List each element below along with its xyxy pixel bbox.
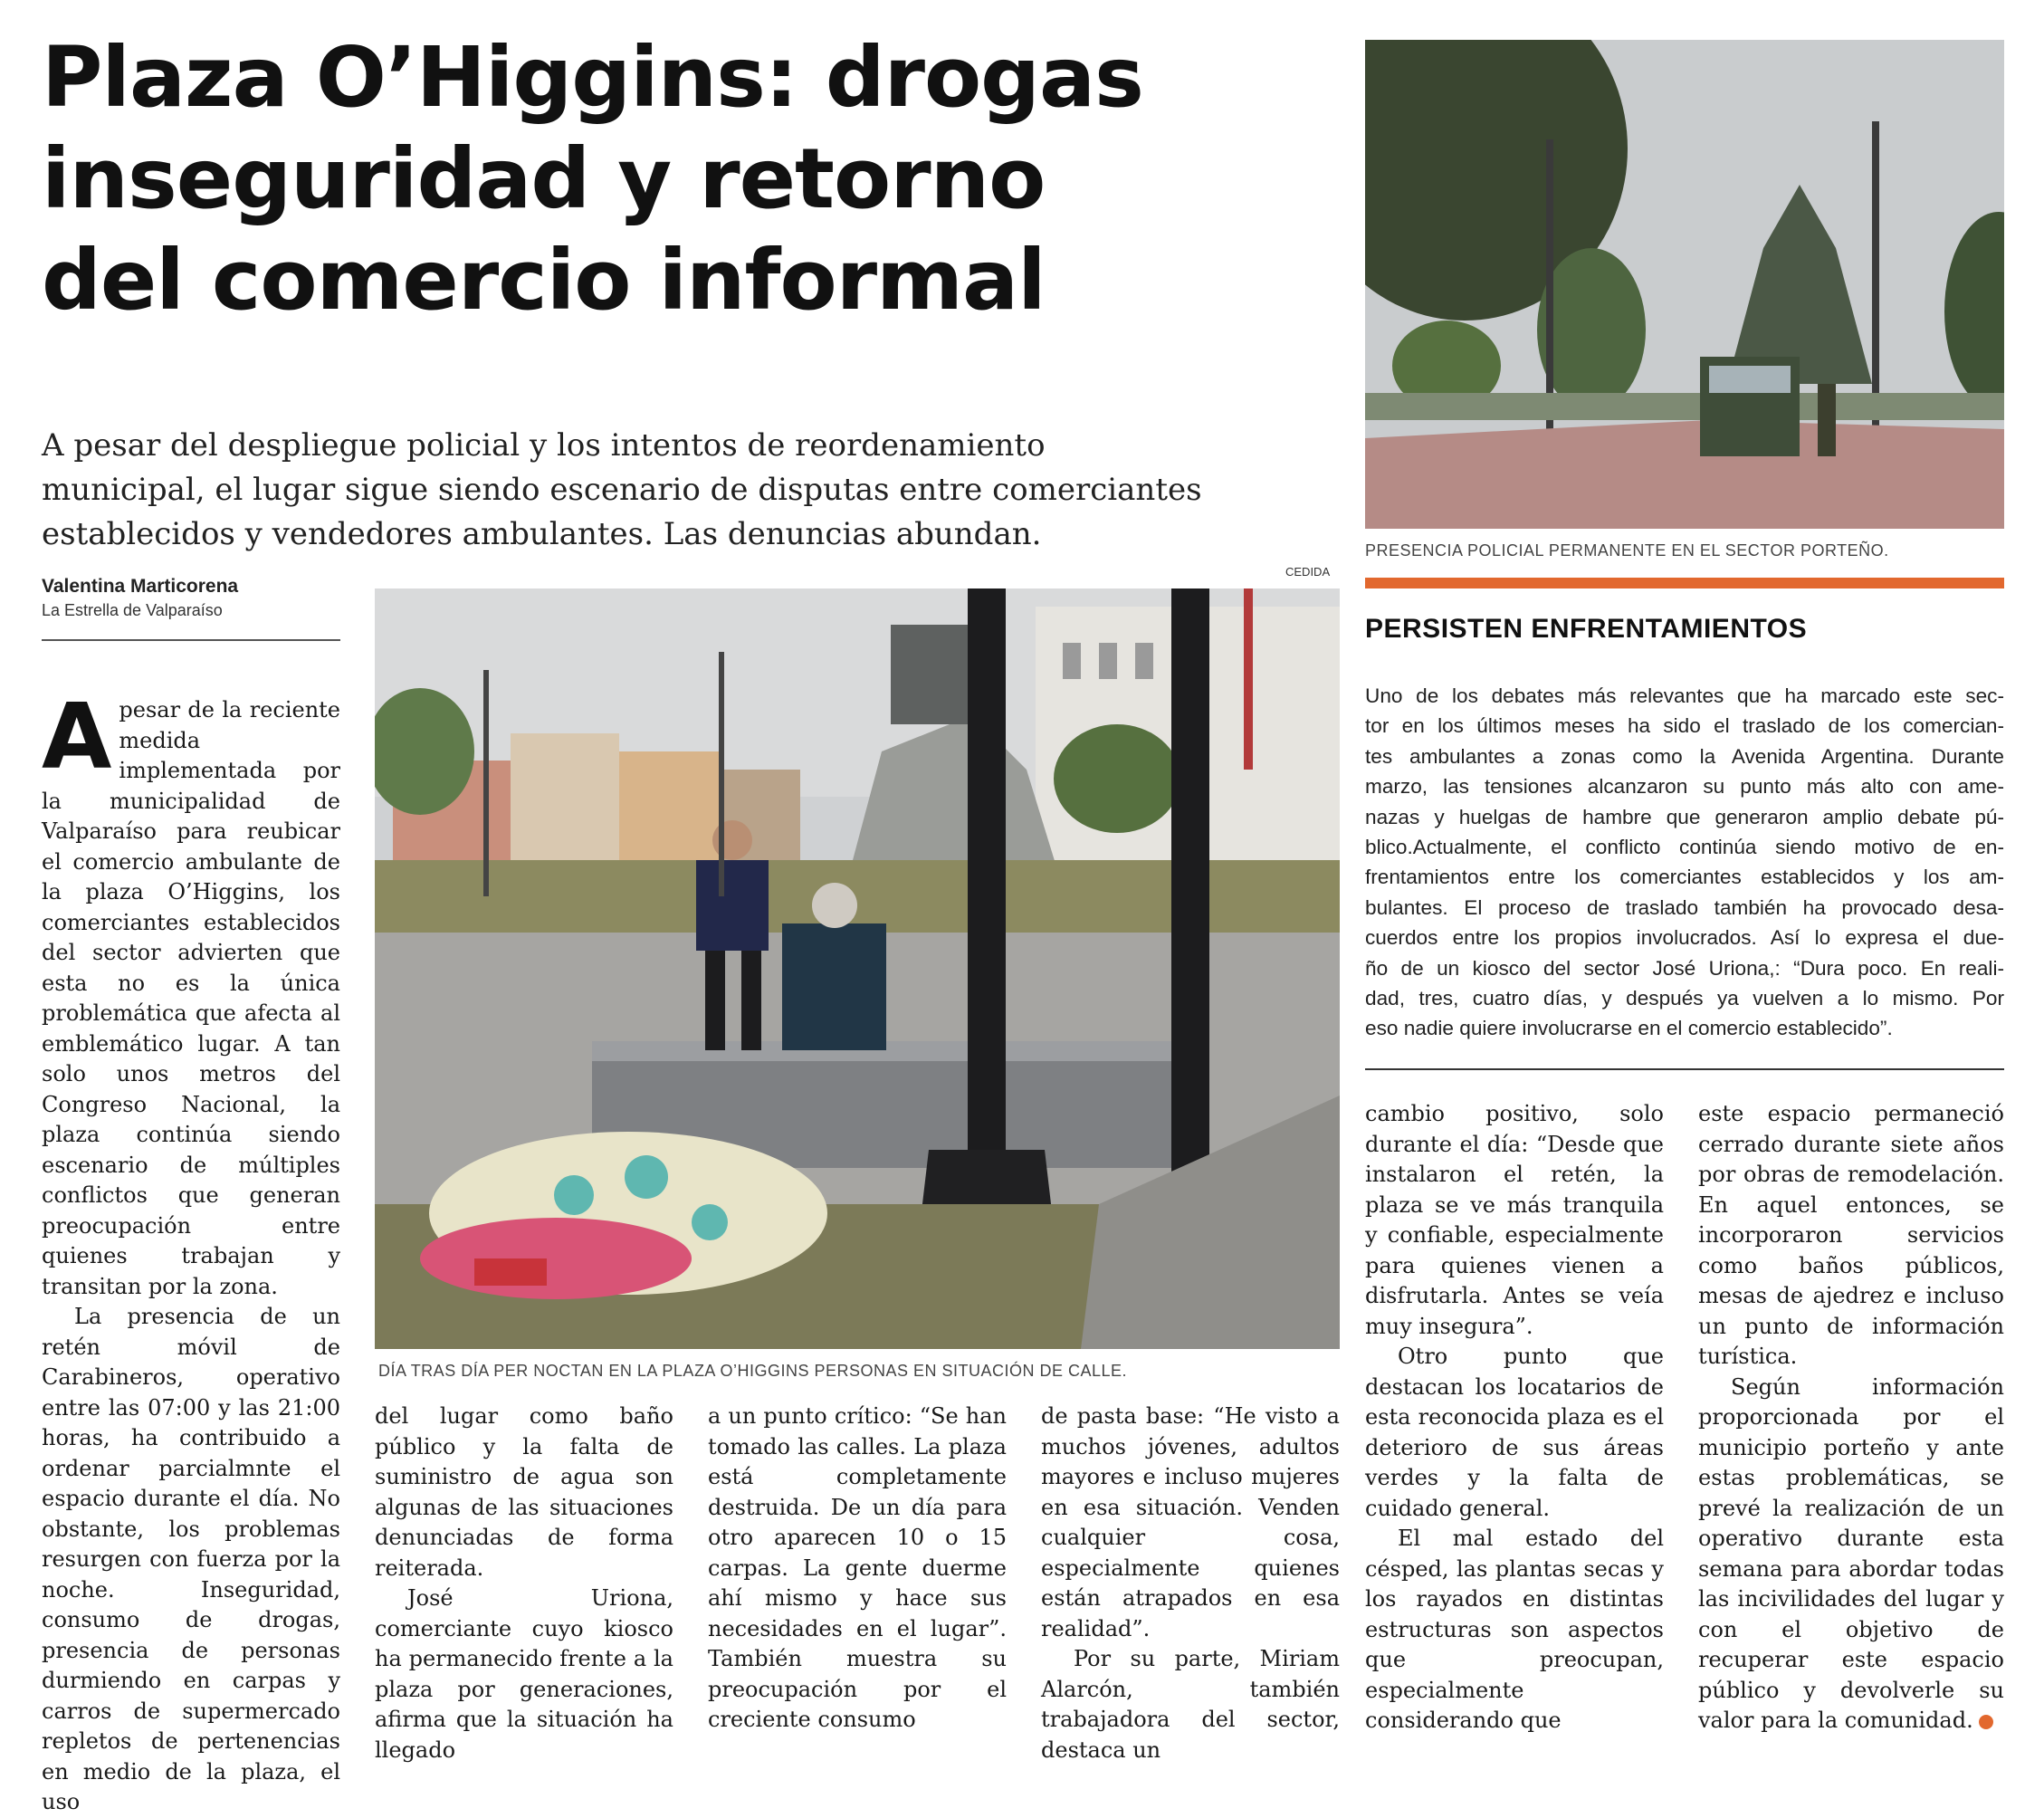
article-column-4 <box>1041 1402 1340 1765</box>
sidebar-line: ño de un kiosco del sector José Uriona,: “Dura poco. En reali- <box>1365 956 2004 980</box>
article-column-5 <box>1365 1099 1664 1737</box>
article-paragraph: cambio positivo, solo durante el día: “Desde que instalaron el retén, la plaza se ve más tranquila y confiable, especialmente para quienes vienen a disfrutarla. Antes se veía muy insegura”. <box>1365 1101 1664 1339</box>
author-name: Valentina Marticorena <box>42 576 239 597</box>
sidebar-line: Uno de los debates más relevantes que ha marcado este sec- <box>1365 684 2004 707</box>
article-paragraph <box>1698 1373 2004 1737</box>
top-photo <box>1365 40 2004 529</box>
article-text: pesar de la reciente medida implementada por la municipalidad de Valparaíso para reubicar el comercio ambulante de la plaza O’Higgins, los comerciantes establecidos del sector advierten que esta no es la única problemática que afecta al emblemático lugar. A tan solo unos metros del Congreso Nacional, la plaza continúa siendo escenario de múltiples conflictos que generan preocupación entre quienes trabajan y transitan por la zona. <box>42 697 340 1299</box>
plaza-scene-image <box>375 588 1340 1349</box>
deck-line: A pesar del despliegue policial y los intentos de reordenamiento <box>42 427 1046 464</box>
headline <box>42 27 1309 331</box>
sidebar-line: tes ambulantes a zonas como la Avenida Argentina. Durante <box>1365 744 2004 768</box>
deck-line: municipal, el lugar sigue siendo escenario de disputas entre comerciantes <box>42 472 1202 508</box>
sidebar-line: nazas y huelgas de hambre que generaron amplio debate pú- <box>1365 805 2004 828</box>
sidebar-line: tor en los últimos meses ha sido el traslado de los comercian- <box>1365 714 2004 738</box>
byline <box>42 576 340 620</box>
main-photo-caption: DÍA TRAS DÍA PER NOCTAN EN LA PLAZA O’HIGGINS PERSONAS EN SITUACIÓN DE CALLE. <box>378 1362 1128 1380</box>
top-photo-caption: PRESENCIA POLICIAL PERMANENTE EN EL SECTOR PORTEÑO. <box>1365 541 1889 560</box>
photo-credit: CEDIDA <box>1285 565 1331 579</box>
article-column-1 <box>42 684 340 1818</box>
headline-line: inseguridad y retorno <box>42 130 1046 227</box>
article-paragraph: José Uriona, comerciante cuyo kiosco ha permanecido frente a la plaza por generaciones, afirma que la situación ha llegado <box>375 1585 673 1763</box>
main-photo <box>375 588 1340 1349</box>
article-paragraph: El mal estado del césped, las plantas secas y los rayados en distintas estructuras son aspectos que preocupan, especialmente considerando que <box>1365 1526 1664 1733</box>
article-paragraph: La presencia de un retén móvil de Carabineros, operativo entre las 07:00 y las 21:00 horas, ha contribuido a ordenar parcialmnte el espacio durante el día. No obstante, los problemas resurgen con fuerza por la noche. Inseguridad, consumo de drogas, presencia de personas durmiendo en carpas y carros de supermercado repletos de pertenencias en medio de la plaza, el uso <box>42 1304 340 1814</box>
sidebar-text <box>1365 681 2004 1044</box>
article-column-3 <box>708 1402 1007 1736</box>
sidebar-divider <box>1365 1068 2004 1070</box>
sidebar-line: marzo, las tensiones alcanzaron su punto más alto con ame- <box>1365 775 2004 799</box>
sidebar-accent-bar <box>1365 578 2004 588</box>
byline-divider <box>42 639 340 641</box>
police-plaza-image <box>1365 40 2004 529</box>
article-text: Según información proporcionada por el municipio porteño y ante estas problemáticas, se prevé la realización de un operativo durante esta semana para abordar todas las incivilidades del lugar y con el objetivo de recuperar este espacio público y devolverle su valor para la comunidad. <box>1698 1373 2004 1733</box>
article-paragraph: este espacio permaneció cerrado durante siete años por obras de remodelación. En aquel entonces, se incorporaron servicios como baños públicos, mesas de ajedrez e incluso un punto de información turística. <box>1698 1101 2004 1369</box>
sidebar-line: bulantes. El proceso de traslado también ha provocado desa- <box>1365 895 2004 919</box>
headline-line: Plaza O’Higgins: drogas <box>42 29 1143 126</box>
article-paragraph: a un punto crítico: “Se han tomado las calles. La plaza está completamente destruida. De un día para otro aparecen 10 o 15 carpas. La gente duerme ahí mismo y hace sus necesidades en el lugar”. También muestra su preocupación por el creciente consumo <box>708 1403 1007 1732</box>
sidebar-line: blico.Actualmente, el conflicto continúa siendo motivo de en- <box>1365 836 2004 859</box>
article-column-2 <box>375 1402 673 1765</box>
sidebar-title: PERSISTEN ENFRENTAMIENTOS <box>1365 614 1808 644</box>
article-column-6 <box>1698 1099 2004 1737</box>
sidebar-line: dad, tres, cuatro días, y después ya vuelven a lo mismo. Por <box>1365 987 2004 1010</box>
sidebar-line: cuerdos entre los propios involucrados. Así lo expresa el due- <box>1365 926 2004 950</box>
publication-name: La Estrella de Valparaíso <box>42 601 223 619</box>
drop-cap: A <box>42 684 112 789</box>
article-paragraph: de pasta base: “He visto a muchos jóvenes, adultos mayores e incluso mujeres en esa situación. Venden cualquier cosa, especialmente quienes están atrapados en esa realidad”. <box>1041 1403 1340 1641</box>
article-paragraph <box>42 684 340 1302</box>
sidebar-line: frentamientos entre los comerciantes establecidos y los am- <box>1365 866 2004 889</box>
deck-line: establecidos y vendedores ambulantes. Las denuncias abundan. <box>42 516 1042 552</box>
sidebar-line: eso nadie quiere involucrarse en el comercio establecido”. <box>1365 1017 1893 1040</box>
deck <box>42 424 1345 557</box>
headline-line: del comercio informal <box>42 232 1046 329</box>
article-paragraph: del lugar como baño público y la falta de suministro de agua son algunas de las situaciones denunciadas de forma reiterada. <box>375 1403 673 1581</box>
article-paragraph: Por su parte, Miriam Alarcón, también trabajadora del sector, destaca un <box>1041 1646 1340 1763</box>
article-paragraph: Otro punto que destacan los locatarios de esta reconocida plaza es el deterioro de sus áreas verdes y la falta de cuidado general. <box>1365 1344 1664 1521</box>
